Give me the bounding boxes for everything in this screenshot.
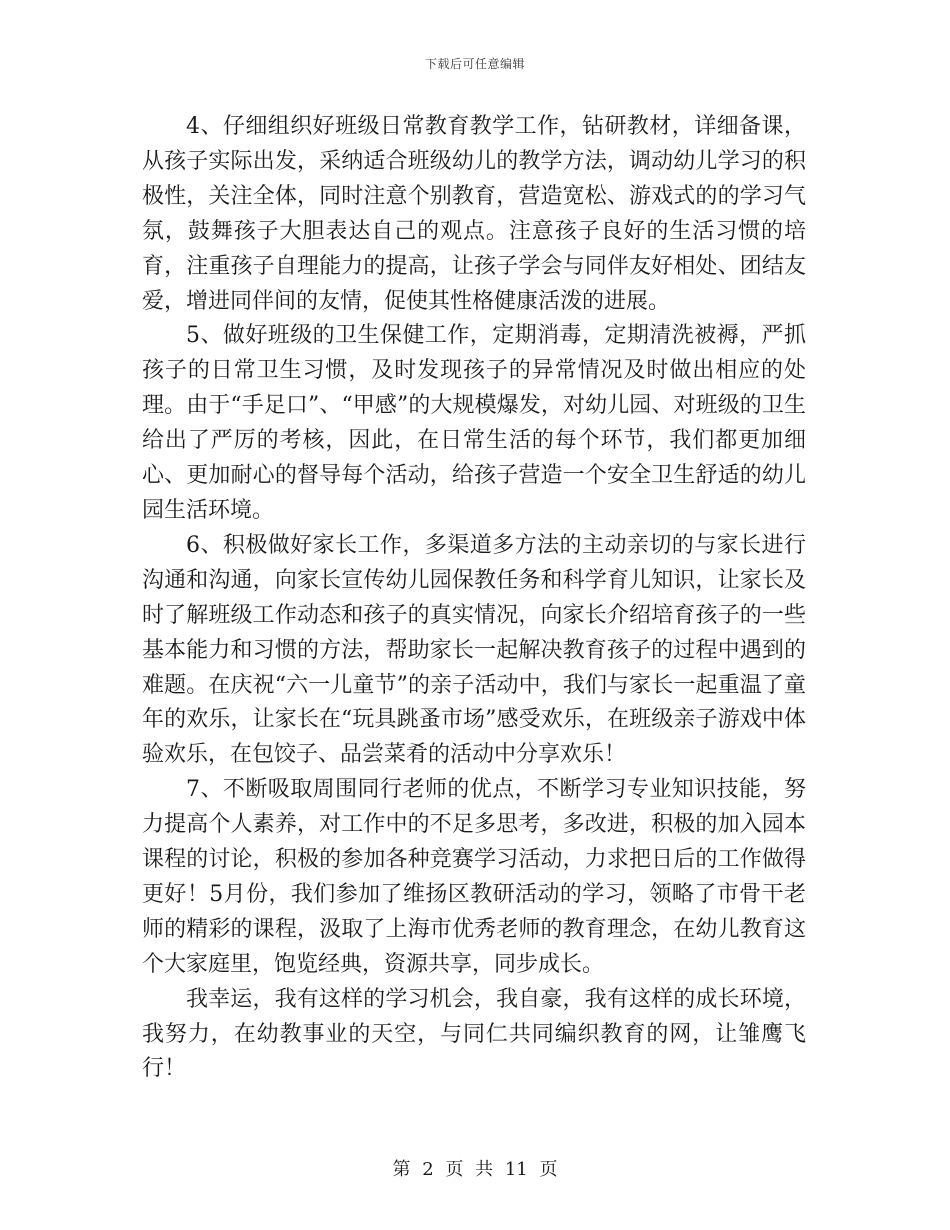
paragraph-item-6: 6、积极做好家长工作，多渠道多方法的主动亲切的与家长进行沟通和沟通，向家长宣传幼儿园保教任务和科学育儿知识，让家长及时了解班级工作动态和孩子的真实情况，向家长介绍培育孩子的一些基本能力和习惯的方法，帮助家长一起解决教育孩子的过程中遇到的难题。在庆祝“六一儿童节”的亲子活动中，我们与家长一起重温了童年的欢乐，让家长在“玩具跳蚤市场”感受欢乐，在班级亲子游戏中体验欢乐，在包饺子、品尝菜肴的活动中分享欢乐！ (142, 532, 806, 768)
paragraph-item-7: 7、不断吸取周围同行老师的优点，不断学习专业知识技能，努力提高个人素养，对工作中的不足多思考，多改进，积极的加入园本课程的讨论，积极的参加各种竞赛学习活动，力求把日后的工作做得更好！5月份，我们参加了维扬区教研活动的学习，领略了市骨干老师的精彩的课程，汲取了上海市优秀老师的教育理念，在幼儿教育这个大家庭里，饱览经典，资源共享，同步成长。 (142, 777, 806, 977)
document-body (142, 110, 806, 1087)
page-number-footer: 第 2 页 共 11 页 (392, 1159, 558, 1180)
paragraph-item-4: 4、仔细组织好班级日常教育教学工作，钻研教材，详细备课，从孩子实际出发，采纳适合班级幼儿的教学方法，调动幼儿学习的积极性，关注全体，同时注意个别教育，营造宽松、游戏式的的学习气氛，鼓舞孩子大胆表达自己的观点。注意孩子良好的生活习惯的培育，注重孩子自理能力的提高，让孩子学会与同伴友好相处、团结友爱，增进同伴间的友情，促使其性格健康活泼的进展。 (142, 114, 806, 314)
paragraph-closing: 我幸运，我有这样的学习机会，我自豪，我有这样的成长环境，我努力，在幼教事业的天空，与同仁共同编织教育的网，让雏鹰飞行！ (142, 986, 806, 1082)
paragraph-item-5: 5、做好班级的卫生保健工作，定期消毒，定期清洗被褥，严抓孩子的日常卫生习惯，及时发现孩子的异常情况及时做出相应的处理。由于“手足口”、“甲感”的大规模爆发，对幼儿园、对班级的卫生给出了严厉的考核，因此，在日常生活的每个环节，我们都更加细心、更加耐心的督导每个活动，给孩子营造一个安全卫生舒适的幼儿园生活环境。 (142, 323, 806, 523)
page-header: 下载后可任意编辑 (424, 57, 525, 71)
